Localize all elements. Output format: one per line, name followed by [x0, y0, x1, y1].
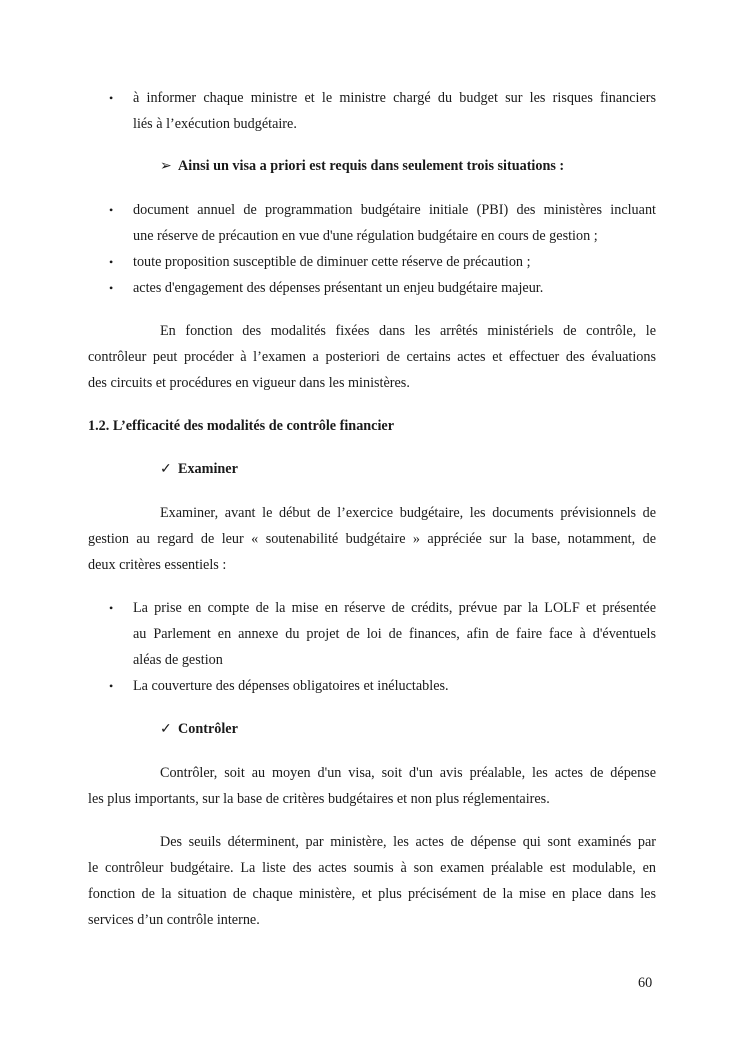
- text-line: Examiner, avant le début de l’exercice budgétaire, les documents prévisionnels de: [160, 505, 656, 521]
- bullet-dot: •: [109, 281, 114, 295]
- page-number: 60: [638, 975, 653, 991]
- bullet-dot: •: [109, 203, 114, 217]
- check-icon: ✓: [160, 721, 172, 737]
- text-line: deux critères essentiels :: [88, 557, 227, 573]
- text-line: le contrôleur budgétaire. La liste des actes soumis à son examen préalable est modulable, en: [88, 860, 656, 876]
- section-heading: 1.2. L’efficacité des modalités de contrôle financier: [88, 418, 395, 434]
- bullet-dot: •: [109, 679, 114, 693]
- check-icon: ✓: [160, 461, 172, 477]
- bullet-item: [109, 85, 656, 137]
- text-line: document annuel de programmation budgétaire initiale (PBI) des ministères incluant: [133, 202, 656, 218]
- text-line: Des seuils déterminent, par ministère, les actes de dépense qui sont examinés par: [160, 834, 656, 850]
- text-line: gestion au regard de leur « soutenabilité budgétaire » appréciée sur la base, notamment, de: [88, 531, 656, 547]
- text-line: au Parlement en annexe du projet de loi de finances, afin de faire face à d'éventuels: [133, 626, 656, 642]
- text-line: toute proposition susceptible de diminuer cette réserve de précaution ;: [133, 254, 531, 270]
- text-line: La couverture des dépenses obligatoires et inéluctables.: [133, 678, 449, 694]
- text-line: liés à l’exécution budgétaire.: [133, 116, 297, 132]
- text-line: des circuits et procédures en vigueur dans les ministères.: [88, 375, 410, 391]
- text-line: une réserve de précaution en vue d'une régulation budgétaire en cours de gestion ;: [133, 228, 598, 244]
- subheading-controler: [160, 716, 238, 742]
- text-line: services d’un contrôle interne.: [88, 912, 260, 928]
- bullet-item: [109, 197, 656, 249]
- text-line: à informer chaque ministre et le ministre chargé du budget sur les risques financiers: [133, 90, 656, 106]
- text-line: En fonction des modalités fixées dans les arrêtés ministériels de contrôle, le: [160, 323, 656, 339]
- bullet-item: [109, 595, 656, 673]
- text-line: les plus importants, sur la base de critères budgétaires et non plus réglementaires.: [88, 791, 550, 807]
- text-line: contrôleur peut procéder à l’examen a posteriori de certains actes et effectuer des évaluations: [88, 349, 656, 365]
- bullet-dot: •: [109, 601, 114, 615]
- text-line: fonction de la situation de chaque ministère, et plus précisément de la mise en place dans les: [88, 886, 656, 902]
- paragraph-controler: [88, 760, 656, 812]
- arrow-icon: ➢: [160, 158, 172, 174]
- text-line: aléas de gestion: [133, 652, 223, 668]
- paragraph-seuils: [88, 829, 656, 933]
- bullet-item: [109, 673, 656, 699]
- bullet-dot: •: [109, 91, 114, 105]
- subheading-text: Examiner: [178, 461, 238, 477]
- bullet-item: [109, 275, 656, 301]
- paragraph-examiner: [88, 500, 656, 578]
- paragraph-fonction: [88, 318, 656, 396]
- arrow-heading: [160, 153, 564, 179]
- subheading-text: Contrôler: [178, 721, 238, 737]
- bullet-item: [109, 249, 656, 275]
- text-line: actes d'engagement des dépenses présentant un enjeu budgétaire majeur.: [133, 280, 544, 296]
- text-line: La prise en compte de la mise en réserve de crédits, prévue par la LOLF et présentée: [133, 600, 656, 616]
- bullet-dot: •: [109, 255, 114, 269]
- subheading-examiner: [160, 456, 238, 482]
- text-line: Contrôler, soit au moyen d'un visa, soit d'un avis préalable, les actes de dépense: [160, 765, 656, 781]
- arrow-heading-text: Ainsi un visa a priori est requis dans seulement trois situations :: [178, 158, 565, 174]
